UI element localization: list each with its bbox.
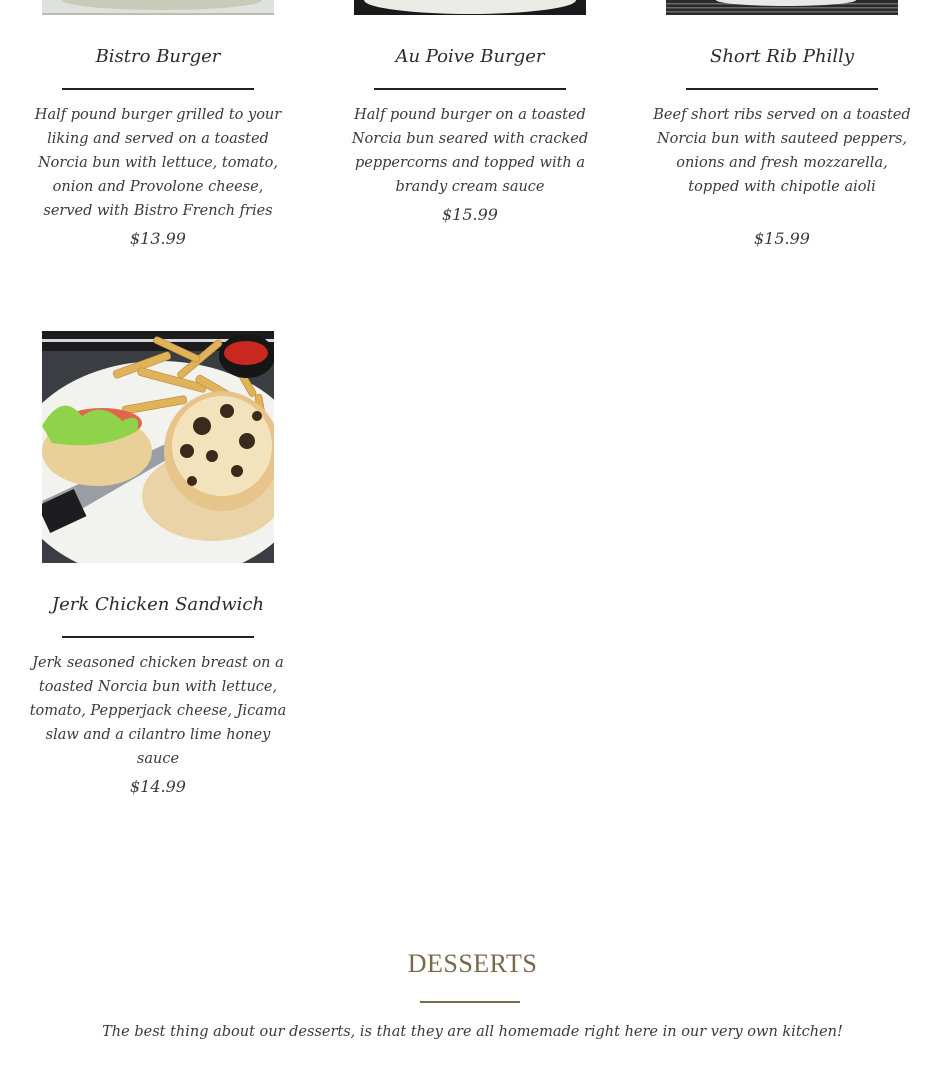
menu-item-title: Short Rib Philly <box>709 46 855 67</box>
desserts-subtitle: The best thing about our desserts, is that they are all homemade right here in our very own kitchen! <box>102 1024 843 1040</box>
menu-item-price: $13.99 <box>130 229 186 248</box>
desserts-divider <box>420 1001 520 1003</box>
title-divider <box>62 88 254 90</box>
menu-item-title: Jerk Chicken Sandwich <box>51 594 265 615</box>
title-divider <box>374 88 566 90</box>
short-rib-philly-photo[interactable] <box>666 0 898 15</box>
title-divider <box>62 636 254 638</box>
menu-item-description: Beef short ribs served on a toasted Norcia bun with sauteed peppers, onions and fresh mozzarella, topped with chipotle aioli <box>653 107 911 195</box>
menu-item-title: Au Poive Burger <box>395 46 545 67</box>
jerk-chicken-sandwich-photo[interactable] <box>42 331 274 563</box>
menu-item-description: Half pound burger on a toasted Norcia bun seared with cracked peppercorns and topped with a brandy cream sauce <box>351 107 589 195</box>
menu-item-description: Jerk seasoned chicken breast on a toasted Norcia bun with lettuce, tomato, Pepperjack cheese, Jicama slaw and a cilantro lime honey sauce <box>29 655 287 767</box>
menu-item-title: Bistro Burger <box>95 46 221 67</box>
bistro-burger-photo[interactable] <box>42 0 274 15</box>
menu-item-price: $14.99 <box>130 777 186 796</box>
menu-item-price: $15.99 <box>754 229 810 248</box>
desserts-heading: DESSERTS <box>407 949 538 978</box>
menu-item-price: $15.99 <box>442 205 498 224</box>
au-poive-burger-photo[interactable] <box>354 0 586 15</box>
menu-item-description: Half pound burger grilled to your liking and served on a toasted Norcia bun with lettuce, tomato, onion and Provolone cheese, served with Bistro French fries <box>34 107 282 219</box>
title-divider <box>686 88 878 90</box>
